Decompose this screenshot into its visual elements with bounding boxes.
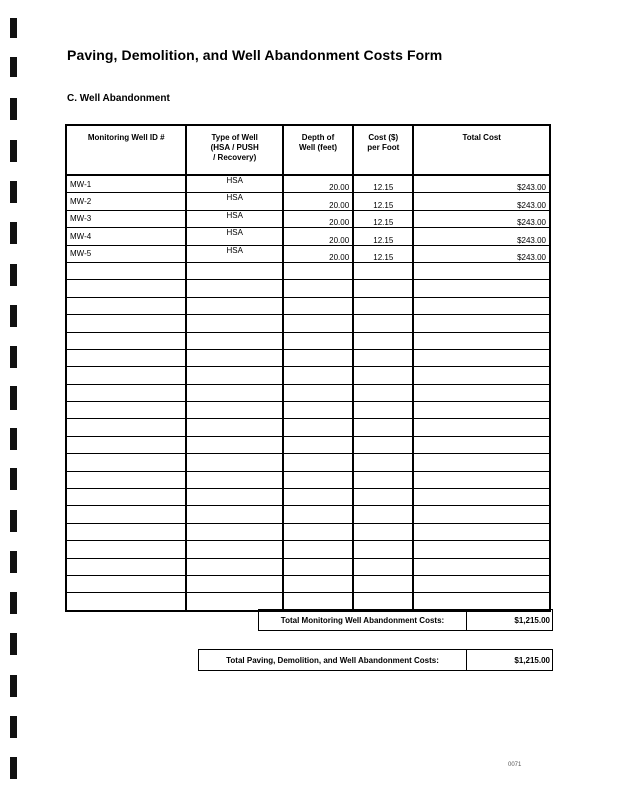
- cell-empty: [66, 471, 186, 488]
- punch-mark: [10, 346, 17, 368]
- table-row-empty: [66, 384, 550, 401]
- cell-empty: [283, 402, 353, 419]
- cell-id: MW-3: [66, 210, 186, 227]
- punch-mark: [10, 386, 17, 410]
- cell-empty: [353, 332, 413, 349]
- cell-cost: 12.15: [353, 175, 413, 193]
- col-header-well-id: Monitoring Well ID #: [66, 125, 186, 175]
- well-total-label: Total Monitoring Well Abandonment Costs:: [259, 610, 467, 630]
- cell-depth: 20.00: [283, 175, 353, 193]
- cell-empty: [66, 419, 186, 436]
- cell-empty: [353, 280, 413, 297]
- cell-empty: [353, 315, 413, 332]
- cell-empty: [186, 506, 282, 523]
- table-row-empty: [66, 332, 550, 349]
- table-row-empty: [66, 506, 550, 523]
- punch-mark: [10, 633, 17, 655]
- cell-empty: [283, 367, 353, 384]
- cell-empty: [353, 523, 413, 540]
- table-row: [66, 175, 550, 193]
- cell-empty: [186, 436, 282, 453]
- cell-empty: [66, 541, 186, 558]
- cell-empty: [66, 367, 186, 384]
- cell-empty: [186, 332, 282, 349]
- cell-empty: [283, 297, 353, 314]
- cell-empty: [283, 454, 353, 471]
- cell-empty: [413, 419, 550, 436]
- table-row-empty: [66, 575, 550, 592]
- cell-empty: [353, 436, 413, 453]
- cell-empty: [353, 506, 413, 523]
- cell-empty: [353, 471, 413, 488]
- table-row-empty: [66, 297, 550, 314]
- cell-empty: [283, 489, 353, 506]
- cell-empty: [413, 471, 550, 488]
- cell-empty: [66, 523, 186, 540]
- section-title: C. Well Abandonment: [67, 93, 170, 104]
- cell-empty: [413, 489, 550, 506]
- cell-empty: [66, 262, 186, 279]
- cell-empty: [413, 349, 550, 366]
- cell-empty: [186, 367, 282, 384]
- table-header-row: [66, 125, 550, 175]
- cell-empty: [413, 436, 550, 453]
- cell-depth: 20.00: [283, 245, 353, 262]
- cell-cost: 12.15: [353, 193, 413, 210]
- cell-empty: [66, 506, 186, 523]
- cell-empty: [413, 558, 550, 575]
- punch-mark: [10, 675, 17, 697]
- punch-mark: [10, 18, 17, 38]
- cell-empty: [283, 506, 353, 523]
- cell-empty: [186, 349, 282, 366]
- cell-total: $243.00: [413, 193, 550, 210]
- cell-empty: [186, 541, 282, 558]
- punch-mark: [10, 551, 17, 573]
- cell-empty: [353, 558, 413, 575]
- cell-empty: [413, 297, 550, 314]
- cell-id: MW-2: [66, 193, 186, 210]
- cell-empty: [413, 523, 550, 540]
- cell-empty: [283, 541, 353, 558]
- col-header-total: Total Cost: [413, 125, 550, 175]
- table-row-empty: [66, 454, 550, 471]
- cell-type: HSA: [186, 228, 282, 245]
- punch-mark: [10, 428, 17, 450]
- cell-empty: [283, 575, 353, 592]
- cell-empty: [413, 541, 550, 558]
- punch-mark: [10, 98, 17, 120]
- table-row-empty: [66, 262, 550, 279]
- cell-empty: [413, 384, 550, 401]
- cell-depth: 20.00: [283, 193, 353, 210]
- cell-empty: [66, 332, 186, 349]
- punch-mark: [10, 757, 17, 779]
- cell-empty: [353, 367, 413, 384]
- table-row: [66, 228, 550, 245]
- punch-mark: [10, 716, 17, 738]
- cell-empty: [66, 436, 186, 453]
- cell-empty: [283, 384, 353, 401]
- cell-empty: [353, 297, 413, 314]
- cell-total: $243.00: [413, 245, 550, 262]
- punch-mark: [10, 181, 17, 203]
- cell-empty: [66, 315, 186, 332]
- cell-empty: [283, 436, 353, 453]
- table-row-empty: [66, 419, 550, 436]
- cell-empty: [186, 523, 282, 540]
- cell-empty: [353, 402, 413, 419]
- cell-empty: [66, 280, 186, 297]
- cell-depth: 20.00: [283, 228, 353, 245]
- well-total-value: $1,215.00: [514, 615, 550, 625]
- table-row-empty: [66, 367, 550, 384]
- cell-empty: [283, 558, 353, 575]
- table-row-empty: [66, 349, 550, 366]
- cell-empty: [186, 315, 282, 332]
- table-row-empty: [66, 489, 550, 506]
- cell-empty: [413, 262, 550, 279]
- cell-total: $243.00: [413, 228, 550, 245]
- cell-empty: [66, 593, 186, 611]
- cell-type: HSA: [186, 245, 282, 262]
- cell-empty: [186, 384, 282, 401]
- cell-empty: [66, 575, 186, 592]
- col-header-depth: Depth of Well (feet): [283, 125, 353, 175]
- page-number: 0071: [508, 762, 522, 768]
- cell-cost: 12.15: [353, 228, 413, 245]
- punch-mark: [10, 468, 17, 490]
- table-row: [66, 210, 550, 227]
- table-row-empty: [66, 471, 550, 488]
- well-total-box: [258, 609, 553, 631]
- col-header-type: Type of Well (HSA / PUSH / Recovery): [186, 125, 282, 175]
- table-row-empty: [66, 280, 550, 297]
- table-row-empty: [66, 436, 550, 453]
- cell-empty: [186, 489, 282, 506]
- cell-empty: [283, 471, 353, 488]
- table-row-empty: [66, 315, 550, 332]
- cell-empty: [66, 454, 186, 471]
- cell-empty: [186, 280, 282, 297]
- cell-type: HSA: [186, 175, 282, 193]
- cell-total: $243.00: [413, 210, 550, 227]
- cell-empty: [413, 506, 550, 523]
- col-header-cost: Cost ($) per Foot: [353, 125, 413, 175]
- cell-empty: [66, 349, 186, 366]
- cell-empty: [283, 419, 353, 436]
- cell-empty: [186, 402, 282, 419]
- cell-empty: [413, 280, 550, 297]
- punch-mark: [10, 592, 17, 614]
- cell-empty: [66, 384, 186, 401]
- cell-type: HSA: [186, 210, 282, 227]
- cell-id: MW-5: [66, 245, 186, 262]
- cell-empty: [283, 332, 353, 349]
- cell-empty: [66, 489, 186, 506]
- cell-empty: [353, 384, 413, 401]
- table-row: [66, 193, 550, 210]
- cell-empty: [353, 489, 413, 506]
- grand-total-label: Total Paving, Demolition, and Well Abandonment Costs:: [199, 650, 467, 670]
- grand-total-box: [198, 649, 553, 671]
- cell-empty: [186, 297, 282, 314]
- punch-mark: [10, 305, 17, 327]
- table-row-empty: [66, 558, 550, 575]
- cell-empty: [186, 419, 282, 436]
- cell-cost: 12.15: [353, 245, 413, 262]
- grand-total-value: $1,215.00: [514, 655, 550, 665]
- form-title: Paving, Demolition, and Well Abandonment Costs Form: [67, 47, 443, 63]
- cell-empty: [186, 454, 282, 471]
- cell-empty: [413, 315, 550, 332]
- table-row-empty: [66, 541, 550, 558]
- punch-mark: [10, 510, 17, 532]
- cell-empty: [283, 523, 353, 540]
- cell-empty: [353, 262, 413, 279]
- cell-empty: [186, 575, 282, 592]
- cell-empty: [66, 297, 186, 314]
- cell-type: HSA: [186, 193, 282, 210]
- cell-empty: [413, 454, 550, 471]
- cell-empty: [353, 575, 413, 592]
- cell-cost: 12.15: [353, 210, 413, 227]
- cell-empty: [66, 402, 186, 419]
- cell-empty: [353, 419, 413, 436]
- table-row-empty: [66, 523, 550, 540]
- cell-empty: [353, 541, 413, 558]
- cell-empty: [186, 262, 282, 279]
- cell-empty: [186, 558, 282, 575]
- cell-id: MW-4: [66, 228, 186, 245]
- table-row: [66, 245, 550, 262]
- cell-empty: [413, 367, 550, 384]
- cell-empty: [413, 575, 550, 592]
- cell-empty: [283, 280, 353, 297]
- cell-empty: [283, 315, 353, 332]
- cell-empty: [283, 262, 353, 279]
- punch-mark: [10, 222, 17, 244]
- cell-empty: [353, 349, 413, 366]
- table-row-empty: [66, 402, 550, 419]
- cell-empty: [186, 471, 282, 488]
- cell-id: MW-1: [66, 175, 186, 193]
- cell-total: $243.00: [413, 175, 550, 193]
- cell-empty: [353, 454, 413, 471]
- punch-mark: [10, 264, 17, 286]
- cell-empty: [413, 332, 550, 349]
- punch-mark: [10, 57, 17, 77]
- cell-empty: [283, 349, 353, 366]
- well-abandonment-table: [65, 124, 551, 612]
- punch-mark: [10, 140, 17, 162]
- cell-depth: 20.00: [283, 210, 353, 227]
- cell-empty: [413, 402, 550, 419]
- cell-empty: [66, 558, 186, 575]
